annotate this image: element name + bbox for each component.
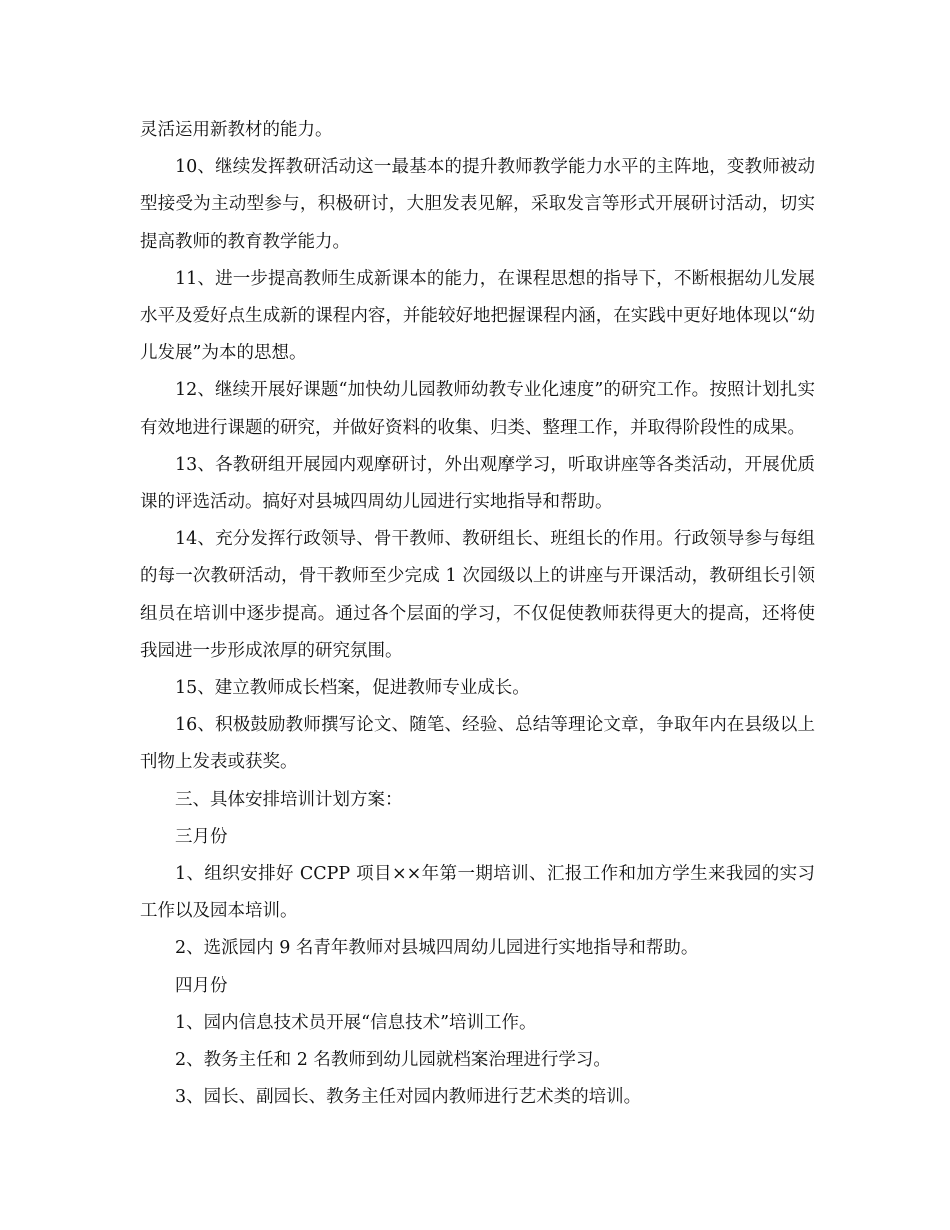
month-heading-march: 三月份 [175,826,228,847]
paragraph-item-12: 12、继续开展好课题“加快幼儿园教师幼教专业化速度”的研究工作。按照计划扎实有效地进行课题的研究，并做好资料的收集、归类、整理工作，并取得阶段性的成果。 [140,380,815,438]
paragraph-item-16: 16、积极鼓励教师撰写论文、随笔、经验、总结等理论文章，争取年内在县级以上刊物上发表或获奖。 [140,715,815,773]
paragraph-item-10: 10、继续发挥教研活动这一最基本的提升教师教学能力水平的主阵地，变教师被动型接受为主动型参与，积极研讨，大胆发表见解，采取发言等形式开展研讨活动，切实提高教师的教育教学能力。 [140,157,815,252]
march-item-1: 1、组织安排好 CCPP 项目××年第一期培训、汇报工作和加方学生来我园的实习工作以及园本培训。 [140,864,815,922]
paragraph-item-13: 13、各教研组开展园内观摩研讨，外出观摩学习，听取讲座等各类活动，开展优质课的评选活动。搞好对县城四周幼儿园进行实地指导和帮助。 [140,454,815,513]
paragraph-continuation: 灵活运用新教材的能力。 [140,120,333,140]
april-item-1: 1、园内信息技术员开展“信息技术”培训工作。 [175,1012,537,1033]
paragraph-item-14: 14、充分发挥行政领导、骨干教师、教研组长、班组长的作用。行政领导参与每组的每一次教研活动，骨干教师至少完成 1 次园级以上的讲座与开课活动，教研组长引领组员在培训中逐步提高。通过各个层面的学习，不仅促使教师获得更大的提高，还将使我园进一步形成浓厚的研究氛围。 [140,529,815,661]
paragraph-item-11: 11、进一步提高教师生成新课本的能力，在课程思想的指导下，不断根据幼儿发展水平及爱好点生成新的课程内容，并能较好地把握课程内涵，在实践中更好地体现以“幼儿发展”为本的思想。 [140,268,815,364]
march-item-2: 2、选派园内 9 名青年教师对县城四周幼儿园进行实地指导和帮助。 [175,938,699,959]
paragraph-item-15: 15、建立教师成长档案，促进教师专业成长。 [175,678,530,699]
april-item-2: 2、教务主任和 2 名教师到幼儿园就档案治理进行学习。 [175,1050,611,1071]
section-heading-training-plan: 三、具体安排培训计划方案： [175,789,403,810]
document-body [140,112,815,1116]
april-item-3: 3、园长、副园长、教务主任对园内教师进行艺术类的培训。 [175,1087,642,1108]
month-heading-april: 四月份 [175,975,228,996]
